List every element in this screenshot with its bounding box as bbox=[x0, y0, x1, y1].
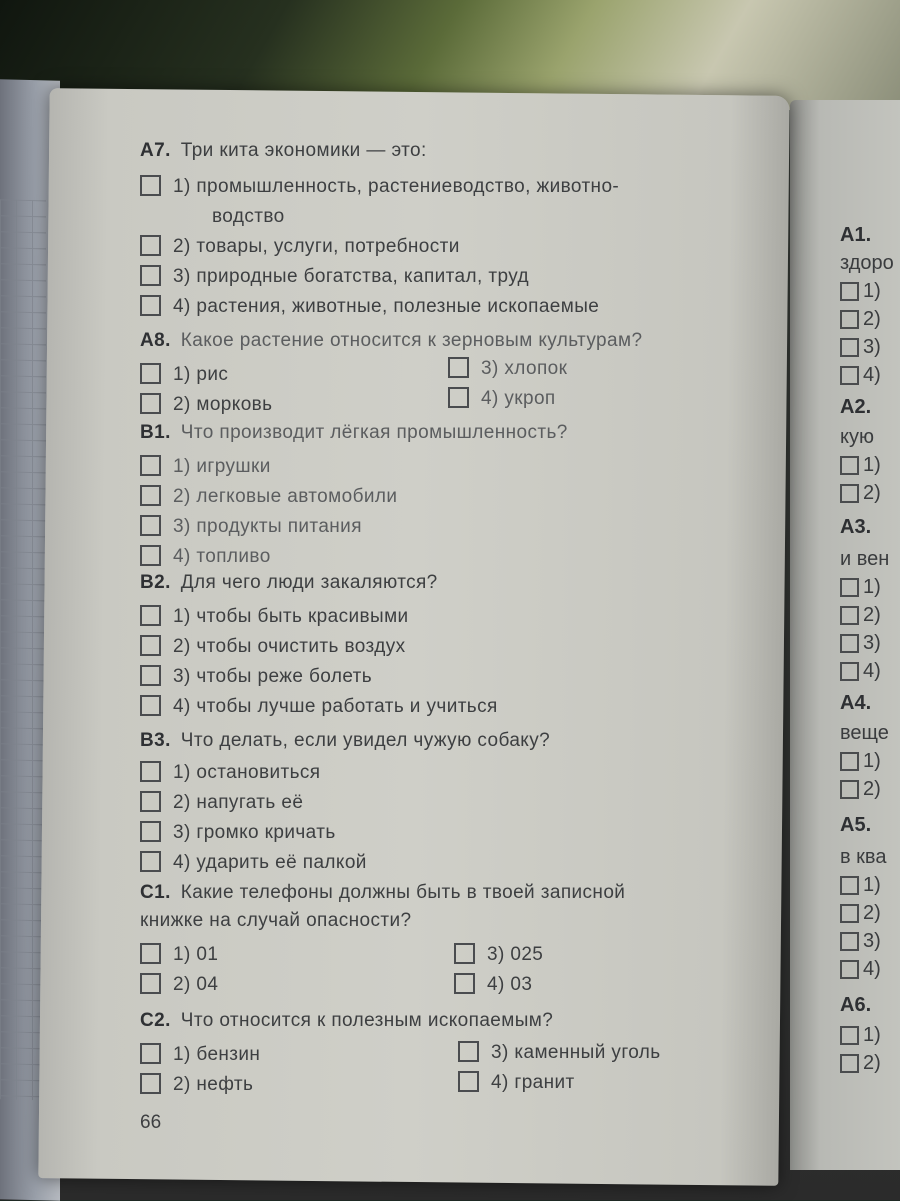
question-title-a7 bbox=[140, 140, 427, 162]
checkbox[interactable] bbox=[140, 665, 161, 686]
question-number: С2. bbox=[140, 1010, 171, 1031]
option-a8-4[interactable]: 4) укроп bbox=[448, 388, 556, 410]
question-number: В2. bbox=[140, 572, 171, 593]
checkbox[interactable] bbox=[840, 1054, 859, 1073]
option-b2-4[interactable]: 4) чтобы лучше работать и учиться bbox=[140, 696, 498, 718]
rp-line: веще bbox=[840, 722, 889, 744]
option-a7-1[interactable]: 1) промышленность, растениеводство, животно- bbox=[140, 176, 619, 198]
checkbox[interactable] bbox=[140, 851, 161, 872]
rp-line: кую bbox=[840, 426, 874, 448]
option-b2-2[interactable]: 2) чтобы очистить воздух bbox=[140, 636, 406, 658]
question-title-b3 bbox=[140, 730, 550, 752]
checkbox[interactable] bbox=[140, 821, 161, 842]
rp-line: и вен bbox=[840, 548, 890, 570]
rp-option: 1) bbox=[840, 750, 881, 773]
checkbox[interactable] bbox=[840, 366, 859, 385]
checkbox[interactable] bbox=[140, 635, 161, 656]
option-a8-1[interactable]: 1) рис bbox=[140, 364, 228, 386]
checkbox[interactable] bbox=[140, 515, 161, 536]
option-c2-3[interactable]: 3) каменный уголь bbox=[458, 1042, 661, 1064]
option-c1-3[interactable]: 3) 025 bbox=[454, 944, 543, 966]
question-number: А8. bbox=[140, 330, 171, 351]
checkbox[interactable] bbox=[140, 485, 161, 506]
option-c2-1[interactable]: 1) бензин bbox=[140, 1044, 260, 1066]
rp-option: 1) bbox=[840, 454, 881, 477]
checkbox[interactable] bbox=[840, 282, 859, 301]
checkbox[interactable] bbox=[840, 484, 859, 503]
option-a7-4[interactable]: 4) растения, животные, полезные ископаемые bbox=[140, 296, 599, 318]
checkbox[interactable] bbox=[140, 393, 161, 414]
checkbox[interactable] bbox=[140, 1073, 161, 1094]
question-title-b2 bbox=[140, 572, 438, 594]
checkbox[interactable] bbox=[840, 752, 859, 771]
question-number: С1. bbox=[140, 882, 171, 903]
question-number: В1. bbox=[140, 422, 171, 443]
checkbox[interactable] bbox=[454, 973, 475, 994]
rp-option: 4) bbox=[840, 660, 881, 683]
rp-option: 2) bbox=[840, 308, 881, 331]
question-text: Что относится к полезным ископаемым? bbox=[180, 1010, 554, 1031]
rp-option: 2) bbox=[840, 604, 881, 627]
rp-line: А1. bbox=[840, 224, 872, 246]
checkbox[interactable] bbox=[458, 1041, 479, 1062]
option-a7-1-cont: водство bbox=[212, 206, 285, 227]
question-text: книжке на случай опасности? bbox=[140, 910, 412, 931]
option-c1-1[interactable]: 1) 01 bbox=[140, 944, 218, 966]
checkbox[interactable] bbox=[840, 932, 859, 951]
option-b2-1[interactable]: 1) чтобы быть красивыми bbox=[140, 606, 409, 628]
question-text: Какое растение относится к зерновым культурам? bbox=[180, 330, 643, 351]
option-c1-2[interactable]: 2) 04 bbox=[140, 974, 218, 996]
rp-option: 1) bbox=[840, 576, 881, 599]
option-c2-4[interactable]: 4) гранит bbox=[458, 1072, 575, 1094]
checkbox[interactable] bbox=[140, 943, 161, 964]
option-b1-1[interactable]: 1) игрушки bbox=[140, 456, 271, 478]
rp-option: 1) bbox=[840, 1024, 881, 1047]
checkbox[interactable] bbox=[840, 456, 859, 475]
option-c2-2[interactable]: 2) нефть bbox=[140, 1074, 253, 1096]
option-b3-3[interactable]: 3) громко кричать bbox=[140, 822, 336, 844]
checkbox[interactable] bbox=[140, 761, 161, 782]
option-b2-3[interactable]: 3) чтобы реже болеть bbox=[140, 666, 372, 688]
checkbox[interactable] bbox=[140, 175, 161, 196]
checkbox[interactable] bbox=[140, 791, 161, 812]
question-title-b1 bbox=[140, 422, 568, 444]
checkbox[interactable] bbox=[454, 943, 475, 964]
checkbox[interactable] bbox=[140, 235, 161, 256]
option-a7-3[interactable]: 3) природные богатства, капитал, труд bbox=[140, 266, 529, 288]
checkbox[interactable] bbox=[840, 960, 859, 979]
question-text: Какие телефоны должны быть в твоей записной bbox=[180, 882, 626, 903]
rp-option: 3) bbox=[840, 930, 881, 953]
option-b1-3[interactable]: 3) продукты питания bbox=[140, 516, 362, 538]
checkbox[interactable] bbox=[840, 876, 859, 895]
rp-line: здоро bbox=[840, 252, 894, 274]
rp-line: А4. bbox=[840, 692, 872, 714]
option-a8-2[interactable]: 2) морковь bbox=[140, 394, 272, 416]
checkbox[interactable] bbox=[140, 363, 161, 384]
rp-option: 4) bbox=[840, 958, 881, 981]
rp-option: 2) bbox=[840, 778, 881, 801]
rp-option: 2) bbox=[840, 482, 881, 505]
rp-line: А5. bbox=[840, 814, 872, 836]
rp-line: в ква bbox=[840, 846, 887, 868]
rp-option: 1) bbox=[840, 874, 881, 897]
checkbox[interactable] bbox=[840, 606, 859, 625]
rp-option: 2) bbox=[840, 1052, 881, 1075]
option-b3-2[interactable]: 2) напугать её bbox=[140, 792, 303, 814]
checkbox[interactable] bbox=[448, 357, 469, 378]
option-b3-4[interactable]: 4) ударить её палкой bbox=[140, 852, 367, 874]
rp-option: 3) bbox=[840, 336, 881, 359]
question-title-c1 bbox=[140, 882, 625, 904]
checkbox[interactable] bbox=[140, 545, 161, 566]
rp-line: А6. bbox=[840, 994, 872, 1016]
checkbox[interactable] bbox=[840, 310, 859, 329]
question-number: В3. bbox=[140, 730, 171, 751]
question-text: Что производит лёгкая промышленность? bbox=[180, 422, 568, 443]
question-text: Что делать, если увидел чужую собаку? bbox=[180, 730, 551, 751]
checkbox[interactable] bbox=[140, 455, 161, 476]
checkbox[interactable] bbox=[140, 1043, 161, 1064]
checkbox[interactable] bbox=[140, 295, 161, 316]
checkbox[interactable] bbox=[840, 634, 859, 653]
rp-line: А3. bbox=[840, 516, 872, 538]
option-b1-2[interactable]: 2) легковые автомобили bbox=[140, 486, 397, 508]
checkbox[interactable] bbox=[840, 338, 859, 357]
checkbox[interactable] bbox=[840, 662, 859, 681]
option-b1-4[interactable]: 4) топливо bbox=[140, 546, 271, 568]
checkbox[interactable] bbox=[840, 578, 859, 597]
rp-option: 3) bbox=[840, 632, 881, 655]
rp-option: 4) bbox=[840, 364, 881, 387]
page-number: 66 bbox=[140, 1112, 162, 1133]
checkbox[interactable] bbox=[448, 387, 469, 408]
option-a8-3[interactable]: 3) хлопок bbox=[448, 358, 567, 380]
question-number: А7. bbox=[140, 140, 171, 161]
rp-line: А2. bbox=[840, 396, 872, 418]
option-c1-4[interactable]: 4) 03 bbox=[454, 974, 532, 996]
question-text: Три кита экономики — это: bbox=[180, 140, 427, 161]
checkbox[interactable] bbox=[140, 973, 161, 994]
option-b3-1[interactable]: 1) остановиться bbox=[140, 762, 320, 784]
checkbox[interactable] bbox=[458, 1071, 479, 1092]
checkbox[interactable] bbox=[140, 265, 161, 286]
checkbox[interactable] bbox=[140, 605, 161, 626]
question-title-a8 bbox=[140, 330, 642, 352]
option-a7-2[interactable]: 2) товары, услуги, потребности bbox=[140, 236, 460, 258]
rp-option: 2) bbox=[840, 902, 881, 925]
checkbox[interactable] bbox=[840, 904, 859, 923]
checkbox[interactable] bbox=[840, 1026, 859, 1045]
rp-option: 1) bbox=[840, 280, 881, 303]
checkbox[interactable] bbox=[140, 695, 161, 716]
checkbox[interactable] bbox=[840, 780, 859, 799]
question-title-c1-cont bbox=[140, 910, 411, 932]
question-text: Для чего люди закаляются? bbox=[180, 572, 438, 593]
grid-paper bbox=[0, 199, 46, 1100]
question-title-c2 bbox=[140, 1010, 553, 1032]
